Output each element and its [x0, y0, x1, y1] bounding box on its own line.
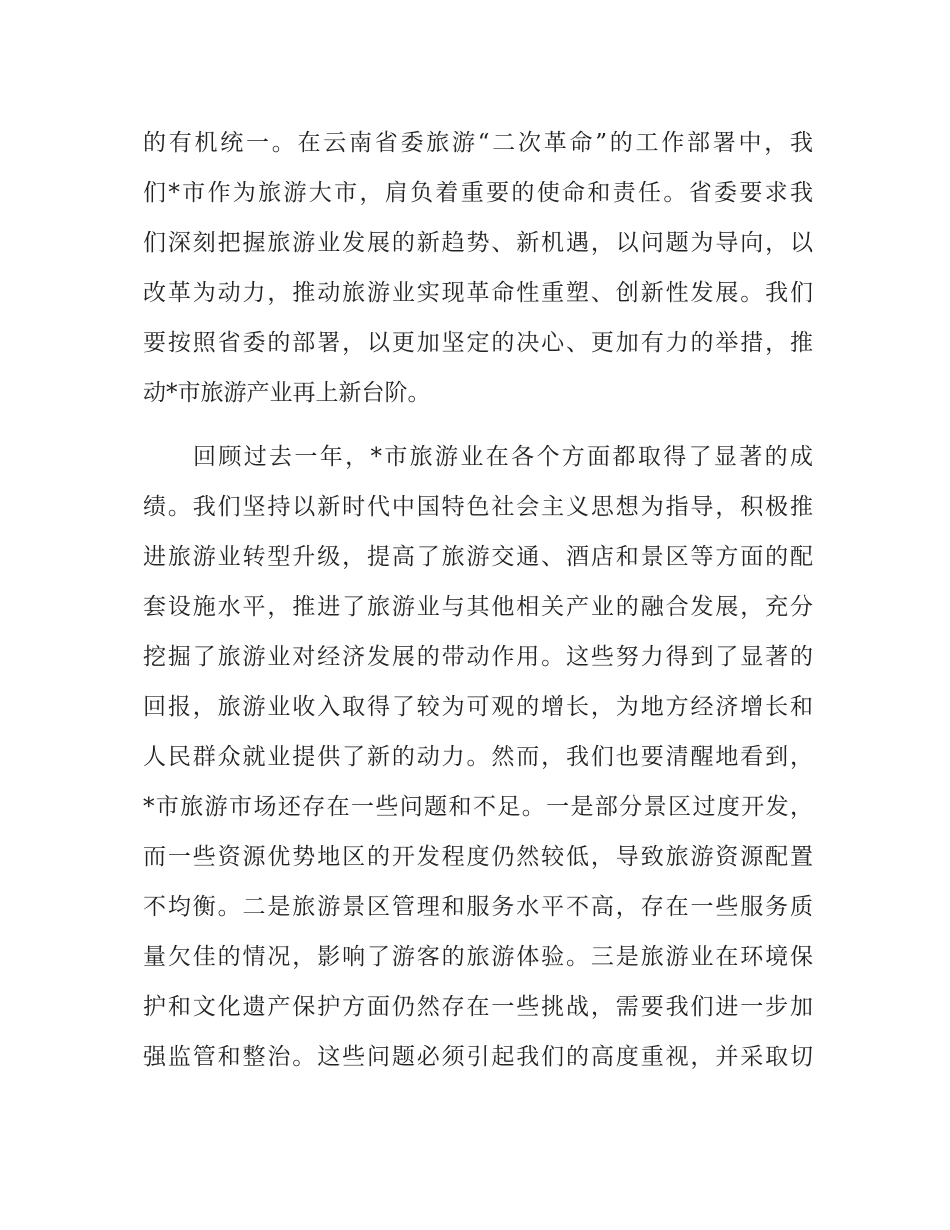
paragraph-line: 们*市作为旅游大市，肩负着重要的使命和责任。省委要求我 [143, 180, 813, 206]
paragraph-line: 动*市旅游产业再上新台阶。 [143, 380, 431, 406]
paragraph-line: 回顾过去一年，*市旅游业在各个方面都取得了显著的成 [193, 444, 813, 470]
paragraph-line: *市旅游市场还存在一些问题和不足。一是部分景区过度开发， [143, 794, 813, 820]
paragraph-line: 挖掘了旅游业对经济发展的带动作用。这些努力得到了显著的 [143, 644, 813, 670]
paragraph-line: 套设施水平，推进了旅游业与其他相关产业的融合发展，充分 [143, 594, 813, 620]
paragraph-line: 们深刻把握旅游业发展的新趋势、新机遇，以问题为导向，以 [143, 230, 813, 256]
paragraph-line: 不均衡。二是旅游景区管理和服务水平不高，存在一些服务质 [143, 894, 813, 920]
paragraph-line: 回报，旅游业收入取得了较为可观的增长，为地方经济增长和 [143, 694, 813, 720]
paragraph-line: 要按照省委的部署，以更加坚定的决心、更加有力的举措，推 [143, 330, 813, 356]
paragraph-line: 强监管和整治。这些问题必须引起我们的高度重视，并采取切 [143, 1044, 813, 1070]
paragraph-line: 改革为动力，推动旅游业实现革命性重塑、创新性发展。我们 [143, 280, 813, 306]
paragraph-line: 的有机统一。在云南省委旅游“二次革命”的工作部署中，我 [143, 130, 813, 156]
paragraph-line: 量欠佳的情况，影响了游客的旅游体验。三是旅游业在环境保 [143, 944, 813, 970]
paragraph-line: 进旅游业转型升级，提高了旅游交通、酒店和景区等方面的配 [143, 544, 813, 570]
paragraph-line: 而一些资源优势地区的开发程度仍然较低，导致旅游资源配置 [143, 844, 813, 870]
paragraph-line: 护和文化遗产保护方面仍然存在一些挑战，需要我们进一步加 [143, 994, 813, 1020]
paragraph-line: 绩。我们坚持以新时代中国特色社会主义思想为指导，积极推 [143, 494, 813, 520]
paragraph-line: 人民群众就业提供了新的动力。然而，我们也要清醒地看到， [143, 744, 813, 770]
